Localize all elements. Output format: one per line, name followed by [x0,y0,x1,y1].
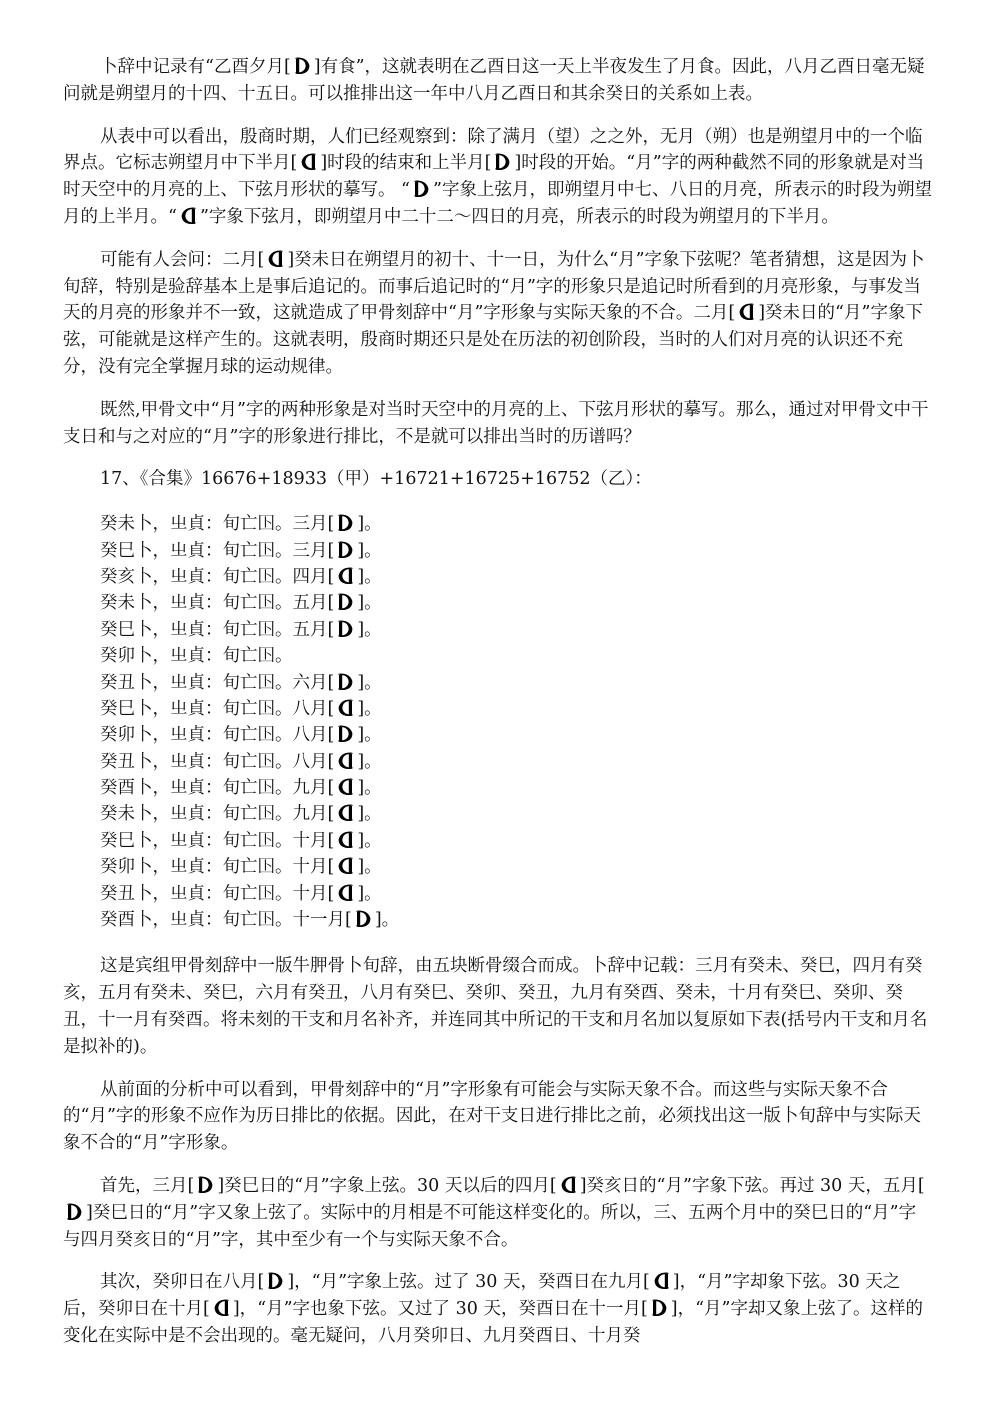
waning-moon-glyph-icon [211,1298,232,1317]
text-run: ]有食”，这就表明在乙酉日这一天上半夜发生了月食。因此，八月乙酉日毫无疑问就是朔望月的十四、十五日。可以推排出这一年中八月乙酉日和其余癸日的关系如上表。 [63,57,925,104]
text-run: ]。 [357,857,382,878]
waning-moon-glyph-icon [298,152,319,171]
text-run: ]。 [357,619,382,640]
text-run: ]癸未日的“月”字象下弦，可能就是这样产生的。这就表明，殷商时期还只是处在历法的初创阶段，当时的人们对月亮的认识还不充分，没有完全掌握月球的运动规律。 [63,303,923,377]
divination-line [100,617,933,643]
document-page [63,54,933,1366]
waxing-moon-glyph-icon [353,909,374,928]
waning-moon-glyph-icon [335,698,356,717]
divination-line [100,749,933,775]
body-paragraphs-continued [63,953,933,1349]
text-run: ]，“月”字象上弦。过了 30 天，癸酉日在九月[ [287,1272,650,1293]
divination-inscription-list [63,511,933,933]
text-run: ]癸巳日的“月”字又象上弦了。实际中的月相是不可能这样变化的。所以，三、五两个月中的癸巳日的“月”字与四月癸亥日的“月”字，其中至少有一个与实际天象不合。 [63,1202,917,1250]
paragraph [63,1269,933,1349]
divination-line [100,643,933,669]
divination-line [100,538,933,564]
paragraph [63,1173,933,1253]
text-run: ]癸亥日的“月”字象下弦。再过 30 天，五月[ [579,1175,925,1196]
waning-moon-glyph-icon [651,1271,672,1290]
paragraph [63,1077,933,1157]
waxing-moon-glyph-icon [292,56,313,75]
text-run: ]，“月”字也象下弦。又过了 30 天，癸酉日在十一月[ [232,1299,648,1320]
waning-moon-glyph-icon [335,566,356,585]
text-run: 癸巳卜，㞢貞：旬亡𡆥。五月[ [100,619,335,640]
divination-line [100,564,933,590]
paragraph [63,953,933,1060]
text-run: ]。 [357,698,382,719]
text-run: 癸卯卜，㞢貞：旬亡𡆥。十月[ [100,857,335,878]
text-run: 癸丑卜，㞢貞：旬亡𡆥。十月[ [100,883,335,904]
text-run: 这是宾组甲骨刻辞中一版牛胛骨卜旬辞，由五块断骨缀合而成。卜辞中记载：三月有癸未、癸巳，四月有癸亥，五月有癸未、癸巳，六月有癸丑，八月有癸巳、癸卯、癸丑，九月有癸酉、癸未，十月有癸巳、癸卯、癸丑，十一月有癸酉。将未刻的干支和月名补齐，并连同其中所记的干支和月名加以复原如下表(括号内干支和月名是拟补的)。 [63,956,928,1057]
waxing-moon-glyph-icon [649,1298,670,1317]
text-run: 从前面的分析中可以看到，甲骨刻辞中的“月”字形象有可能会与实际天象不合。而这些与实际天象不合的“月”字的形象不应作为历日排比的依据。因此，在对干支日进行排比之前，必须找出这一版卜旬辞中与实际天象不合的“月”字形象。 [63,1079,921,1154]
text-run: ]。 [374,910,400,931]
text-run: ]。 [357,725,382,746]
text-run: 癸酉卜，㞢貞：旬亡𡆥。十一月[ [100,910,352,931]
text-run: ]。 [357,751,382,772]
waning-moon-glyph-icon [335,751,356,770]
waxing-moon-glyph-icon [335,619,356,638]
divination-line [100,801,933,827]
paragraph [63,54,933,108]
waxing-moon-glyph-icon [335,592,356,611]
text-run: ”字象上弦月，即朔望月中七、八日的月亮，所表示的时段为朔望月的上半月。“ [63,180,932,227]
divination-line [100,828,933,854]
divination-line [100,775,933,801]
waning-moon-glyph-icon [178,206,199,225]
text-run: ]。 [357,778,382,799]
paragraph [63,397,933,451]
waning-moon-glyph-icon [335,883,356,902]
text-run: 癸巳卜，㞢貞：旬亡𡆥。十月[ [100,830,335,851]
divination-line [100,881,933,907]
waxing-moon-glyph-icon [265,1271,286,1290]
text-run: 癸卯卜，㞢貞：旬亡𡆥。 [100,646,293,667]
reference-citation: 17、《合集》16676+18933（甲）+16721+16725+16752（乙）： [100,469,652,490]
text-run: 癸未卜，㞢貞：旬亡𡆥。三月[ [100,514,335,535]
waning-moon-glyph-icon [335,777,356,796]
paragraph [63,124,933,231]
waxing-moon-glyph-icon [492,152,513,171]
text-run: ]。 [357,883,382,904]
paragraph [63,247,933,381]
text-run: ]。 [357,830,382,851]
text-run: ]癸巳日的“月”字象上弦。30 天以后的四月[ [217,1175,557,1196]
waxing-moon-glyph-icon [64,1202,85,1221]
text-run: ]。 [357,566,382,587]
text-run: 癸卯卜，㞢貞：旬亡𡆥。八月[ [100,725,335,746]
text-run: 癸丑卜，㞢貞：旬亡𡆥。六月[ [100,672,335,693]
text-run: ]。 [357,672,382,693]
text-run: 癸巳卜，㞢貞：旬亡𡆥。八月[ [100,698,335,719]
divination-line [100,696,933,722]
waxing-moon-glyph-icon [335,724,356,743]
waxing-moon-glyph-icon [335,540,356,559]
text-run: 癸巳卜，㞢貞：旬亡𡆥。三月[ [100,540,335,561]
text-run: ]。 [357,804,382,825]
waning-moon-glyph-icon [335,856,356,875]
divination-line [100,590,933,616]
divination-line [100,511,933,537]
waning-moon-glyph-icon [265,249,286,268]
waning-moon-glyph-icon [736,302,757,321]
text-run: 癸未卜，㞢貞：旬亡𡆥。九月[ [100,804,335,825]
waxing-moon-glyph-icon [335,672,356,691]
divination-line [100,722,933,748]
text-run: 从表中可以看出，殷商时期，人们已经观察到：除了满月（望）之之外，无月（朔）也是朔望月中的一个临界点。它标志朔望月中下半月[ [63,126,923,174]
text-run: ]。 [357,514,382,535]
text-run: ]。 [357,593,382,614]
text-run: 可能有人会问：二月[ [100,249,265,270]
text-run: 癸酉卜，㞢貞：旬亡𡆥。九月[ [100,778,335,799]
text-run: ]时段的结束和上半月[ [320,153,492,174]
divination-line [100,670,933,696]
text-run: 癸未卜，㞢貞：旬亡𡆥。五月[ [100,593,335,614]
waning-moon-glyph-icon [335,803,356,822]
text-run: 既然,甲骨文中“月”字的两种形象是对当时天空中的月亮的上、下弦月形状的摹写。那么，通过对甲骨文中干支日和与之对应的“月”字的形象进行排比，不是就可以排出当时的历谱吗？ [63,399,929,447]
text-run: ”字象下弦月，即朔望月中二十二～四日的月亮，所表示的时段为朔望月的下半月。 [199,206,839,227]
text-run: 首先，三月[ [100,1175,195,1196]
divination-line [100,854,933,880]
text-run: ]，“月”字却象下弦。30 天之后，癸卯日在十月[ [63,1272,901,1320]
text-run: ]，“月”字却又象上弦了。这样的变化在实际中是不会出现的。毫无疑问，八月癸卯日、九月癸酉日、十月癸 [63,1299,924,1346]
text-run: 其次，癸卯日在八月[ [100,1272,265,1293]
text-run: ]癸未日在朔望月的初十、十一日，为什么“月”字象下弦呢？笔者猜想，这是因为卜旬辞，特别是验辞基本上是事后追记的。而事后追记时的“月”字的形象只是追记时所看到的月亮形象，与事发当天的月亮的形象并不一致，这就造成了甲骨刻辞中“月”字形象与实际天象的不合。二月[ [63,249,925,324]
waxing-moon-glyph-icon [411,179,432,198]
text-run: 卜辞中记录有“乙酉夕月[ [100,57,291,77]
text-run: ]时段的开始。“月”字的两种截然不同的形象就是对当时天空中的月亮的上、下弦月形状的摹写。 “ [63,153,925,201]
body-paragraphs [63,54,933,450]
divination-line [100,907,933,933]
waning-moon-glyph-icon [558,1175,579,1194]
waxing-moon-glyph-icon [335,513,356,532]
text-run: 癸亥卜，㞢貞：旬亡𡆥。四月[ [100,566,335,587]
text-run: ]。 [357,540,382,561]
text-run: 癸丑卜，㞢貞：旬亡𡆥。八月[ [100,751,335,772]
waxing-moon-glyph-icon [195,1175,216,1194]
waning-moon-glyph-icon [335,830,356,849]
